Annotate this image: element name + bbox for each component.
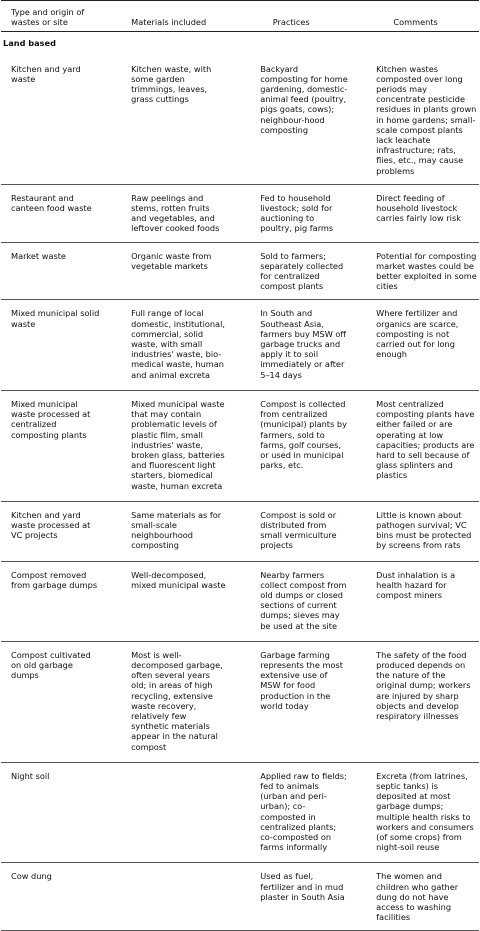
- cell-comments: Kitchen wastes composted over long periods may concentrate pesticide residues in plants grown in home gardens; small-scale compost plants lack leachate infrastructure; rats, flies, etc., may cause problems: [352, 56, 479, 185]
- cell-materials: Kitchen waste, with some garden trimmings, leaves, grass cuttings: [107, 56, 230, 185]
- cell-type: Cow dung: [1, 863, 107, 931]
- cell-comments: Direct feeding of household livestock carries fairly low risk: [352, 184, 479, 242]
- cell-practices: Applied raw to fields; fed to animals (urban and peri-urban); co-composted in centralized plants; co-composted on farms informally: [230, 762, 352, 863]
- table-row: [1, 641, 479, 762]
- cell-comments: Excreta (from latrines, septic tanks) is deposited at most garbage dumps; multiple health risks to workers and consumers (of some crops) from night-soil reuse: [352, 762, 479, 863]
- table-row: [1, 390, 479, 501]
- table-row: [1, 561, 479, 641]
- table-header-row: [1, 1, 479, 32]
- table-row: [1, 300, 479, 390]
- header-type: Type and origin of wastes or site: [11, 7, 85, 28]
- cell-type: Kitchen and yard waste: [1, 56, 107, 185]
- table-row: [1, 863, 479, 931]
- cell-materials: [107, 863, 230, 931]
- cell-comments: The women and children who gather dung do not have access to washing facilities: [352, 863, 479, 931]
- cell-comments: Dust inhalation is a health hazard for compost miners: [352, 561, 479, 641]
- cell-materials: Full range of local domestic, institutional, commercial, solid waste, with small industries' waste, bio-medical waste, human and animal excreta: [107, 300, 230, 390]
- cell-comments: Little is known about pathogen survival; VC bins must be protected by screens from rats: [352, 501, 479, 561]
- cell-type: Market waste: [1, 242, 107, 300]
- cell-practices: Backyard composting for home gardening, domestic-animal feed (poultry, pigs goats, cows); neighbour-hood composting: [230, 56, 352, 185]
- cell-materials: Same materials as for small-scale neighbourhood composting: [107, 501, 230, 561]
- table-row: [1, 501, 479, 561]
- waste-reuse-table: [1, 0, 479, 931]
- cell-comments: The safety of the food produced depends on the nature of the original dump; workers are injured by sharp objects and develop respiratory illnesses: [352, 641, 479, 762]
- cell-type: Mixed municipal solid waste: [1, 300, 107, 390]
- cell-type: Kitchen and yard waste processed at VC projects: [1, 501, 107, 561]
- cell-materials: Well-decomposed, mixed municipal waste: [107, 561, 230, 641]
- table-row: [1, 184, 479, 242]
- cell-comments: Where fertilizer and organics are scarce, composting is not carried out for long enough: [352, 300, 479, 390]
- cell-practices: Nearby farmers collect compost from old dumps or closed sections of current dumps; sieves may be used at the site: [230, 561, 352, 641]
- table-row: [1, 762, 479, 863]
- cell-practices: Compost is sold or distributed from small vermiculture projects: [230, 501, 352, 561]
- cell-materials: [107, 762, 230, 863]
- cell-practices: Fed to household livestock; sold for auctioning to poultry, pig farms: [230, 184, 352, 242]
- cell-materials: Mixed municipal waste that may contain problematic levels of plastic film, small industries' waste, broken glass, batteries and fluorescent light starters, biomedical waste, human excreta: [107, 390, 230, 501]
- table-row: [1, 56, 479, 185]
- cell-comments: Potential for composting market wastes could be better exploited in some cities: [352, 242, 479, 300]
- cell-type: Mixed municipal waste processed at centralized composting plants: [1, 390, 107, 501]
- table-row: [1, 242, 479, 300]
- cell-type: Compost removed from garbage dumps: [1, 561, 107, 641]
- cell-practices: Sold to farmers; separately collected for centralized compost plants: [230, 242, 352, 300]
- cell-comments: Most centralized composting plants have either failed or are operating at low capacities; products are hard to sell because of glass splinters and plastics: [352, 390, 479, 501]
- cell-materials: Most is well-decomposed garbage, often several years old; in areas of high recycling, extensive waste recovery, relatively few synthetic materials appear in the natural compost: [107, 641, 230, 762]
- section-label: Land based: [3, 38, 56, 49]
- cell-type: Compost cultivated on old garbage dumps: [1, 641, 107, 762]
- cell-type: Restaurant and canteen food waste: [1, 184, 107, 242]
- cell-practices: In South and Southeast Asia, farmers buy MSW off garbage trucks and apply it to soil immediately or after 5–14 days: [230, 300, 352, 390]
- cell-materials: Raw peelings and stems, rotten fruits and vegetables, and leftover cooked foods: [107, 184, 230, 242]
- cell-type: Night soil: [1, 762, 107, 863]
- section-row: [1, 32, 479, 56]
- cell-practices: Garbage farming represents the most extensive use of MSW for food production in the world today: [230, 641, 352, 762]
- cell-materials: Organic waste from vegetable markets: [107, 242, 230, 300]
- header-practices: Practices: [272, 17, 310, 28]
- header-materials: Materials included: [131, 17, 207, 28]
- cell-practices: Compost is collected from centralized (municipal) plants by farmers, sold to farms, golf courses, or used in municipal parks, etc.: [230, 390, 352, 501]
- header-comments: Comments: [393, 17, 438, 28]
- cell-practices: Used as fuel, fertilizer and in mud plaster in South Asia: [230, 863, 352, 931]
